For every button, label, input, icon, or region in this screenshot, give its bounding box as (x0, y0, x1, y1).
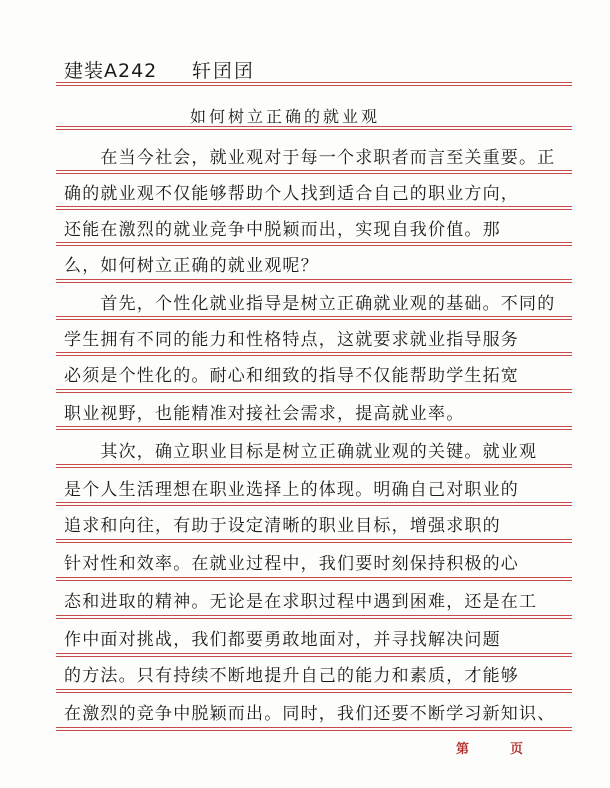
ruled-line (56, 539, 572, 540)
ruled-line (56, 316, 572, 317)
ruled-line (56, 279, 572, 280)
ruled-line (56, 242, 572, 243)
ruled-line (56, 615, 572, 616)
class-code: 建装A242 (64, 60, 158, 82)
essay-line: 追求和向往，有助于设定清晰的职业目标，增强求职的 (64, 516, 501, 536)
ruled-line (56, 653, 572, 654)
essay-line: 针对性和效率。在就业过程中，我们要时刻保持积极的心 (64, 554, 519, 574)
ruled-line (56, 352, 572, 353)
essay-line: 学生拥有不同的能力和性格特点，这就要求就业指导服务 (64, 330, 519, 350)
essay-line: 必须是个性化的。耐心和细致的指导不仅能帮助学生拓宽 (64, 366, 519, 386)
ruled-line (56, 577, 572, 578)
essay-line: 的方法。只有持续不断地提升自己的能力和素质，才能够 (64, 666, 519, 686)
ruled-line (56, 426, 572, 427)
ruled-line (56, 689, 572, 690)
essay-line: 是个人生活理想在职业选择上的体现。明确自己对职业的 (64, 480, 519, 500)
essay-line: 首先，个性化就业指导是树立正确就业观的基础。不同的 (64, 294, 556, 314)
ruled-line (56, 464, 572, 465)
header-rule (56, 82, 572, 83)
essay-line: 态和进取的精神。无论是在求职过程中遇到困难，还是在工 (64, 592, 538, 612)
essay-line: 作中面对挑战，我们都要勇敢地面对，并寻找解决问题 (64, 630, 501, 650)
ruled-line (56, 502, 572, 503)
ruled-line (56, 126, 572, 127)
ruled-line (56, 727, 572, 728)
essay-line: 在激烈的竞争中脱颖而出。同时，我们还要不断学习新知识、 (64, 704, 556, 724)
essay-line: 还能在激烈的就业竞争中脱颖而出，实现自我价值。那 (64, 220, 501, 240)
page-label-suffix: 页 (510, 742, 524, 757)
page-label-prefix: 第 (456, 742, 470, 757)
essay-line: 职业视野，也能精准对接社会需求，提高就业率。 (64, 404, 465, 424)
essay-title: 如何树立正确的就业观 (190, 107, 381, 126)
author-name: 轩囝囝 (192, 60, 256, 82)
essay-line: 么，如何树立正确的就业观呢？ (64, 256, 319, 276)
essay-line: 确的就业观不仅能够帮助个人找到适合自己的职业方向， (64, 184, 519, 204)
essay-line: 其次，确立职业目标是树立正确就业观的关键。就业观 (64, 442, 538, 462)
ruled-line (56, 206, 572, 207)
essay-line: 在当今社会，就业观对于每一个求职者而言至关重要。正 (64, 148, 556, 168)
ruled-line (56, 170, 572, 171)
ruled-line (56, 389, 572, 390)
